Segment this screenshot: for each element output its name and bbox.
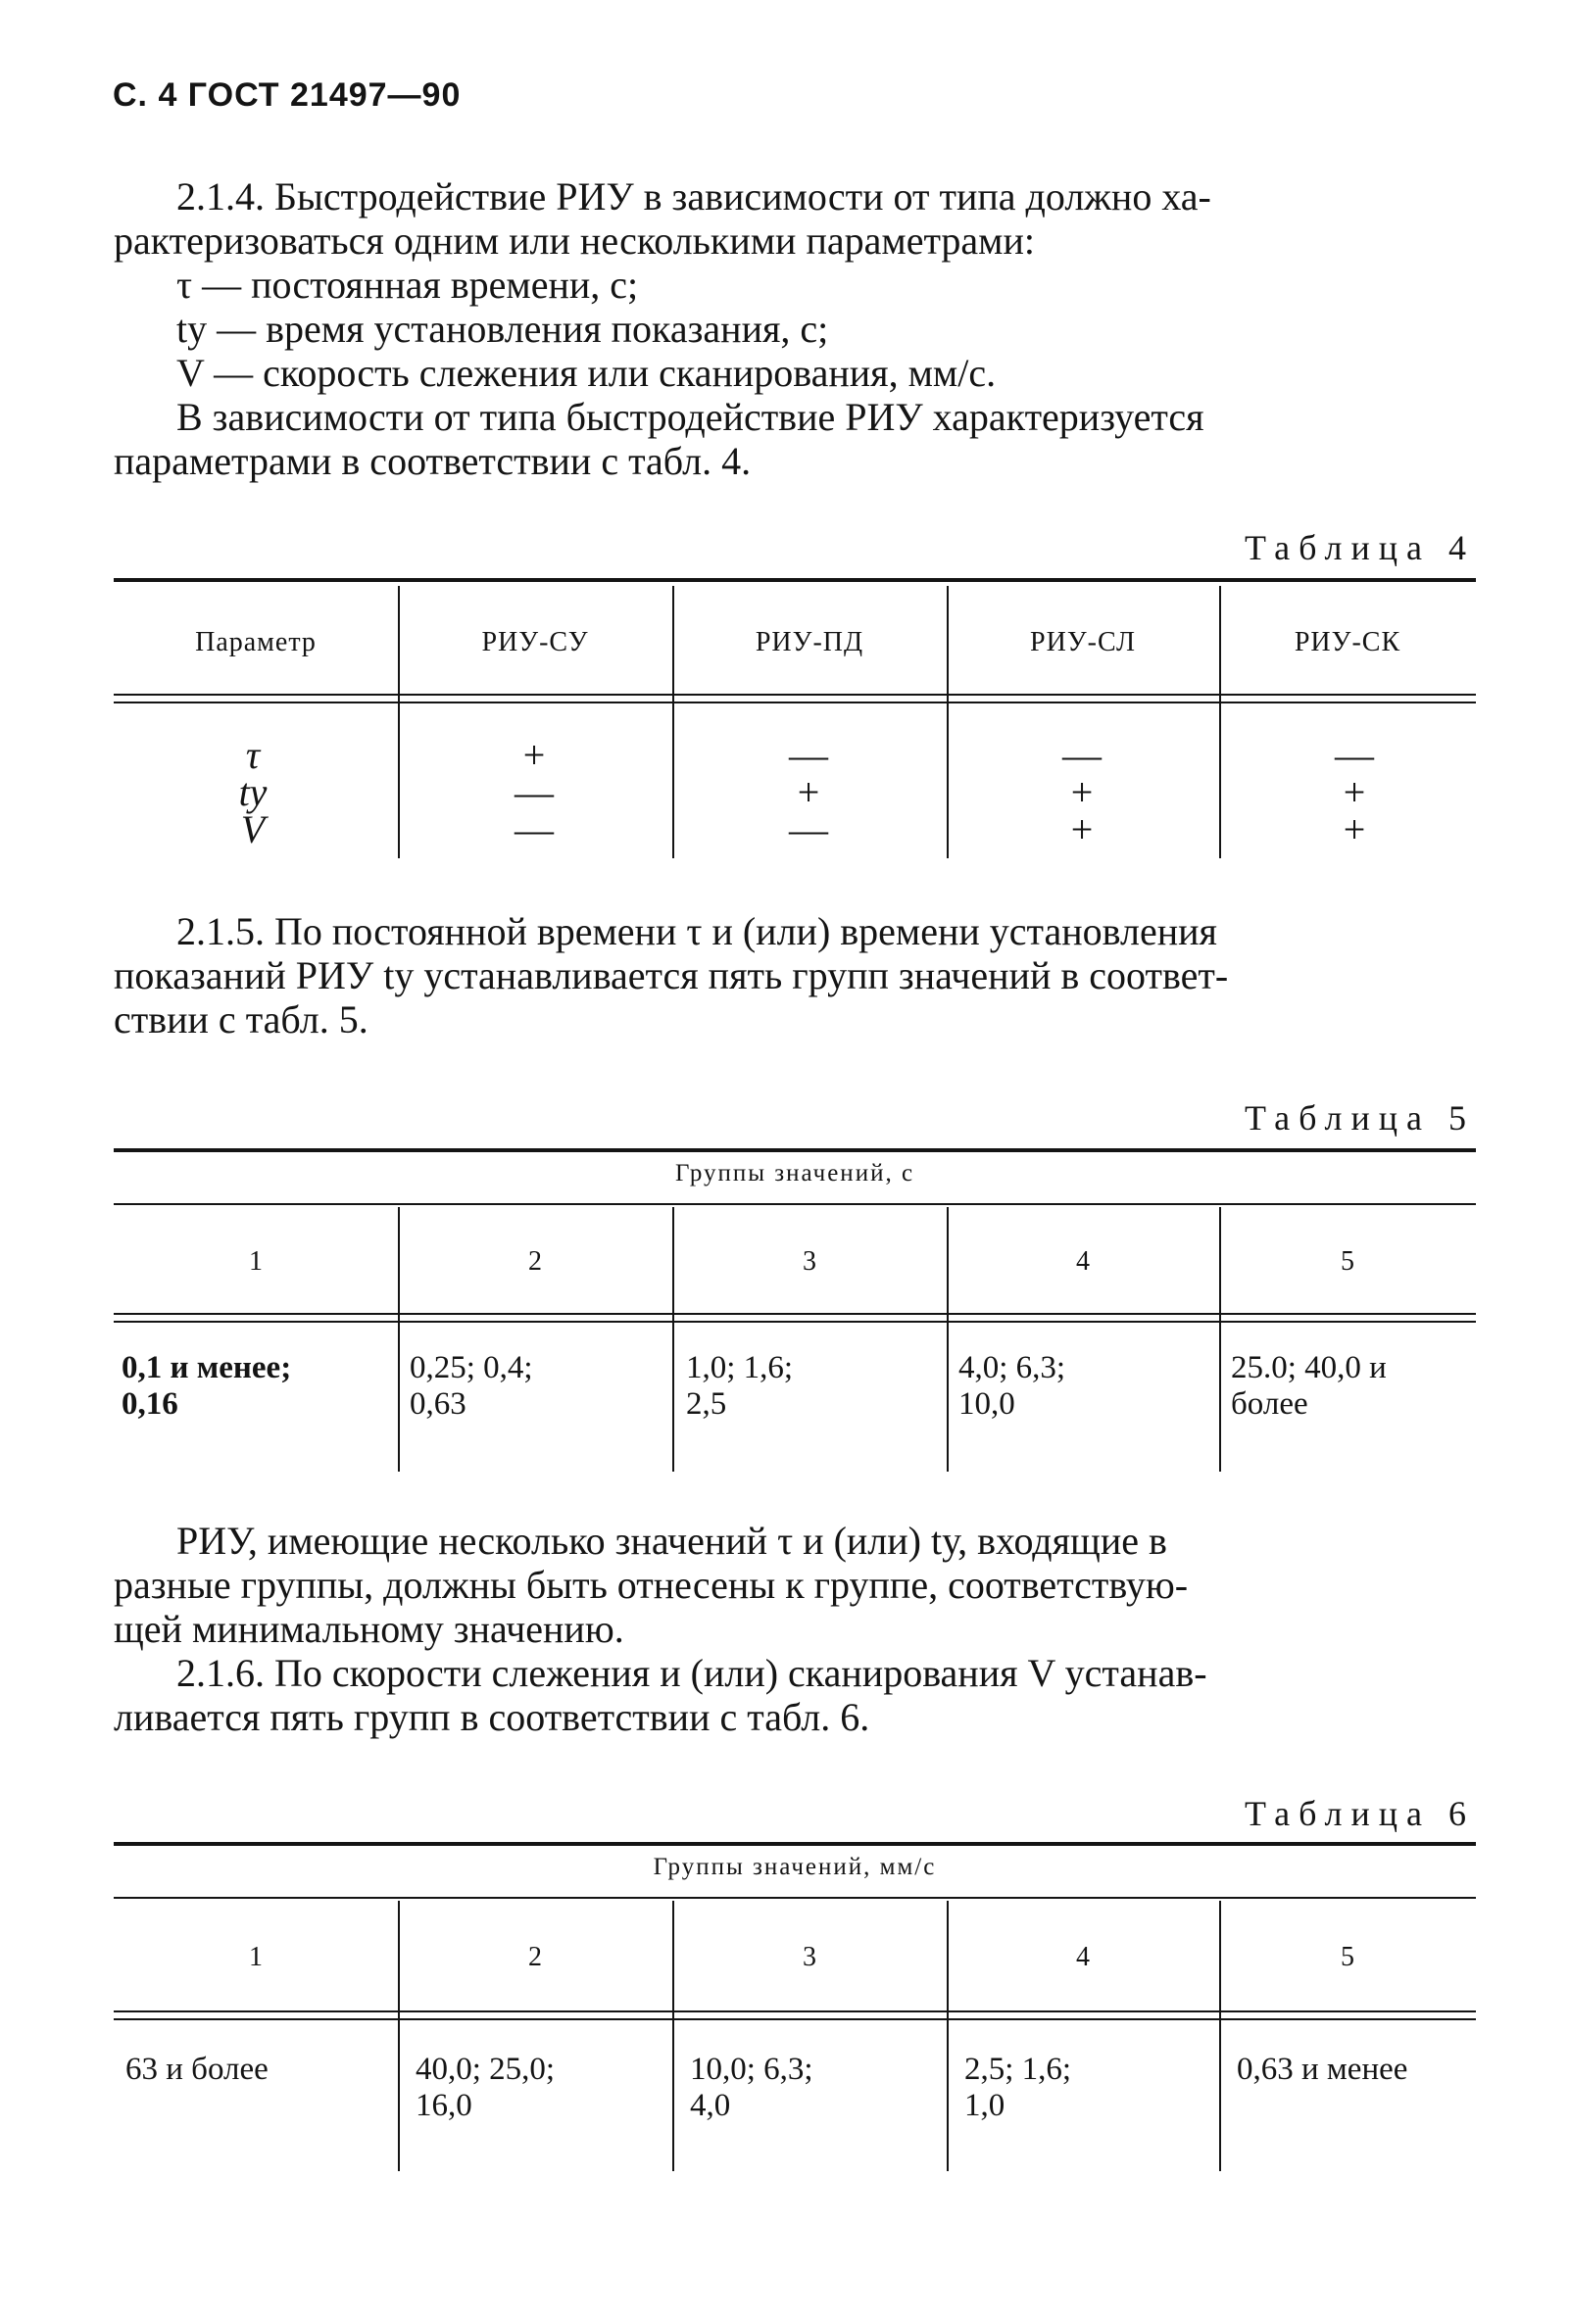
group-2-values [410, 1350, 666, 1423]
text-line: разные группы, должны быть отнесены к группе, соответствую- [114, 1563, 1189, 1607]
mark: — [789, 733, 828, 777]
mark: + [1343, 807, 1366, 851]
value-line: 1,0 [964, 2088, 1005, 2123]
table-5-caption: Таблица 5 [1245, 1098, 1475, 1138]
value-line: 4,0; 6,3; [958, 1350, 1066, 1385]
value-line: 40,0; 25,0; [416, 2052, 556, 2087]
text-line: РИУ, имеющие несколько значений τ и (или) tу, входящие в [176, 1519, 1167, 1563]
column-number: 2 [528, 1246, 542, 1277]
text-line: показаний РИУ tу устанавливается пять групп значений в соответ- [114, 953, 1229, 997]
mark: + [797, 770, 820, 814]
table-rule [114, 1313, 1476, 1315]
value-line: 25.0; 40,0 и [1231, 1350, 1387, 1385]
text-line: τ — постоянная времени, с; [176, 263, 639, 307]
group-1-values [125, 2052, 392, 2088]
value-line: 0,16 [122, 1386, 178, 1422]
table-rule [114, 2010, 1476, 2012]
column-number: 2 [528, 1942, 542, 1972]
value-line: более [1231, 1386, 1308, 1422]
value-line: 10,0; 6,3; [690, 2052, 813, 2087]
header-riu-sk: РИУ-СК [1294, 627, 1401, 657]
page-header: С. 4 ГОСТ 21497—90 [113, 76, 462, 114]
table-rule [114, 1842, 1476, 1846]
group-header: Группы значений, с [674, 1160, 915, 1186]
value-line: 0,25; 0,4; [410, 1350, 533, 1385]
value-line: 1,0; 1,6; [686, 1350, 794, 1385]
text-line: 2.1.5. По постоянной времени τ и (или) времени установления [176, 909, 1217, 953]
group-3-values [686, 1350, 943, 1423]
param-v: V [240, 807, 266, 851]
header-riu-su: РИУ-СУ [481, 627, 589, 657]
text-line: щей минимальному значению. [114, 1607, 624, 1651]
table-rule [114, 694, 1476, 696]
table-rule [114, 702, 1476, 703]
mark: — [1062, 733, 1102, 777]
table-rule [114, 1148, 1476, 1152]
table-rule [114, 578, 1476, 582]
value-line: 0,1 и менее; [122, 1350, 292, 1385]
column-number: 5 [1341, 1246, 1354, 1277]
column-number: 3 [803, 1246, 816, 1277]
mark: + [1070, 770, 1094, 814]
paragraph-2-1-5 [114, 909, 1486, 1041]
header-riu-pd: РИУ-ПД [755, 627, 864, 657]
group-5-values [1237, 2052, 1476, 2088]
value-line: 10,0 [958, 1386, 1015, 1422]
mark: — [1335, 733, 1374, 777]
table-rule [114, 2018, 1476, 2020]
group-4-values [964, 2052, 1215, 2124]
value-line: 2,5 [686, 1386, 727, 1422]
group-header: Группы значений, мм/с [653, 1854, 937, 1880]
value-line: 0,63 и менее [1237, 2052, 1408, 2087]
text-line: параметрами в соответствии с табл. 4. [114, 439, 752, 483]
text-line: ствии с табл. 5. [114, 997, 368, 1041]
column-number: 5 [1341, 1942, 1354, 1972]
column-number: 1 [249, 1942, 263, 1972]
mark: + [1070, 807, 1094, 851]
group-3-values [690, 2052, 941, 2124]
column-number: 4 [1076, 1246, 1090, 1277]
value-line: 2,5; 1,6; [964, 2052, 1072, 2087]
group-5-values [1231, 1350, 1476, 1423]
text-line: 2.1.6. По скорости слежения и (или) сканирования V устанав- [176, 1651, 1207, 1695]
table-6-caption: Таблица 6 [1245, 1794, 1475, 1833]
table-rule [114, 1897, 1476, 1899]
column-number: 1 [249, 1246, 263, 1277]
param-tau: τ [245, 733, 261, 777]
text-line: ливается пять групп в соответствии с табл. 6. [114, 1695, 870, 1739]
mark: — [789, 807, 828, 851]
param-ty: tу [238, 770, 268, 814]
value-line: 4,0 [690, 2088, 731, 2123]
group-1-values [122, 1350, 392, 1423]
mark: + [1343, 770, 1366, 814]
paragraph-2-1-4 [114, 174, 1486, 483]
value-line: 0,63 [410, 1386, 466, 1422]
table-4-caption: Таблица 4 [1245, 528, 1475, 567]
column-number: 4 [1076, 1942, 1090, 1972]
text-line: 2.1.4. Быстродействие РИУ в зависимости от типа должно ха- [176, 174, 1211, 218]
paragraph-2-1-6 [114, 1519, 1486, 1739]
group-2-values [416, 2052, 666, 2124]
table-rule [114, 1203, 1476, 1205]
text-line: В зависимости от типа быстродействие РИУ характеризуется [176, 395, 1204, 439]
mark: — [515, 807, 554, 851]
value-line: 63 и более [125, 2052, 269, 2087]
mark: — [515, 770, 554, 814]
header-parameter: Параметр [195, 627, 317, 657]
text-line: V — скорость слежения или сканирования, мм/с. [176, 351, 997, 395]
group-4-values [958, 1350, 1215, 1423]
column-number: 3 [803, 1942, 816, 1972]
header-riu-sl: РИУ-СЛ [1030, 627, 1136, 657]
value-line: 16,0 [416, 2088, 472, 2123]
text-line: tу — время установления показания, с; [176, 307, 829, 351]
table-rule [114, 1321, 1476, 1323]
mark: + [522, 733, 546, 777]
text-line: рактеризоваться одним или несколькими параметрами: [114, 218, 1035, 263]
